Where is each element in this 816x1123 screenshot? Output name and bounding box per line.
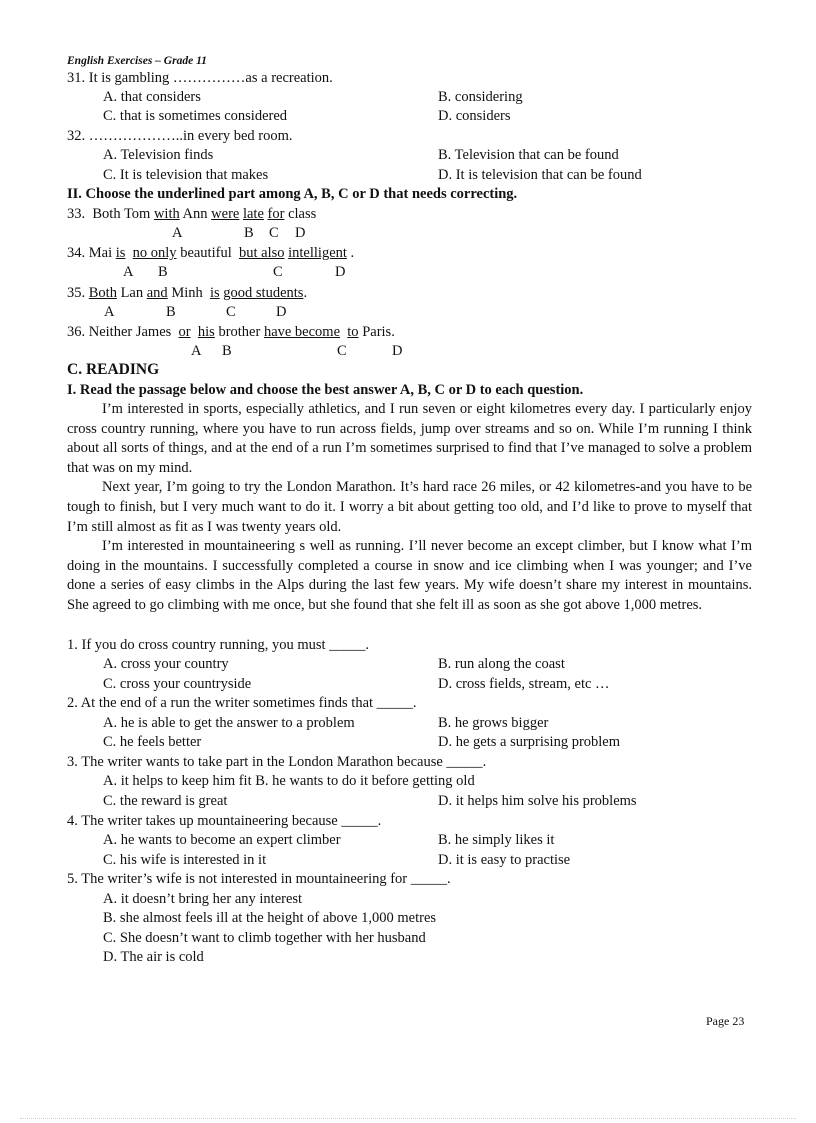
q32-option-c: C. It is television that makes (103, 167, 269, 183)
rq1-option-b: B. run along the coast (438, 656, 565, 672)
q34-label-c: C (273, 264, 283, 280)
q31-stem: 31. It is gambling ……………as a recreation. (67, 70, 333, 86)
q36-label-c: C (337, 343, 347, 359)
q33-text: Ann (182, 206, 208, 222)
q35-sentence (67, 284, 307, 302)
q35-label-c: C (226, 304, 236, 320)
rq1-option-d: D. cross fields, stream, etc … (438, 676, 610, 692)
q36-underlined-d: to (347, 324, 359, 340)
q34-underlined-c: but also (238, 245, 285, 261)
rq3-option-ab: A. it helps to keep him fit B. he wants to do it before getting old (103, 773, 475, 789)
rq5-option-b: B. she almost feels ill at the height of above 1,000 metres (103, 910, 437, 926)
q33-number: 33. (67, 206, 86, 222)
reading-instructions: I. Read the passage below and choose the best answer A, B, C or D to each question. (67, 382, 584, 398)
q31-option-b: B. considering (438, 89, 523, 105)
q31-option-a: A. that considers (103, 89, 201, 105)
q34-label-d: D (335, 264, 346, 280)
q34-underlined-d: intelligent (288, 245, 347, 261)
page-bottom-rule (20, 1118, 796, 1119)
q36-label-b: B (222, 343, 232, 359)
rq5-option-a: A. it doesn’t bring her any interest (103, 891, 303, 907)
q31-option-d: D. considers (438, 108, 511, 124)
q34-sentence (67, 244, 354, 262)
q35-number: 35. (67, 285, 86, 301)
q36-sentence (67, 323, 395, 341)
rq5-option-c: C. She doesn’t want to climb together with her husband (103, 930, 426, 946)
passage-paragraph-3: I’m interested in mountaineering s well as running. I’ll never become an except climber, but I know what I’m doing in the mountains. I successfully completed a course in snow and ice climbing when I was younger; and I’ve done a series of easy climbs in the Alps during the last few years. My wife doesn’t share my interest in mountains. She agreed to go climbing with me once, but she found that she felt ill as soon as she got above 1,000 metres. (67, 538, 752, 613)
q36-number: 36. Neither James (67, 324, 172, 340)
rq2-option-a: A. he is able to get the answer to a problem (103, 715, 355, 731)
q35-text: Minh (171, 285, 203, 301)
q34-underlined-a: is (115, 245, 126, 261)
q32-stem: 32. ………………..in every bed room. (67, 128, 293, 144)
running-header: English Exercises – Grade 11 (67, 55, 207, 67)
rq4-stem: 4. The writer takes up mountaineering because _____. (67, 813, 382, 829)
q36-underlined-a: or (178, 324, 191, 340)
q36-text: Paris. (362, 324, 395, 340)
q35-underlined-b: and (146, 285, 168, 301)
rq2-stem: 2. At the end of a run the writer sometimes finds that _____. (67, 695, 417, 711)
q35-text: Lan (120, 285, 144, 301)
rq2-option-c: C. he feels better (103, 734, 202, 750)
q31-option-c: C. that is sometimes considered (103, 108, 288, 124)
q34-label-b: B (158, 264, 168, 280)
rq5-option-d: D. The air is cold (103, 949, 204, 965)
q34-underlined-b: no only (132, 245, 177, 261)
passage-paragraph-2: Next year, I’m going to try the London Marathon. It’s hard race 26 miles, or 42 kilometres-and you have to be tough to finish, but I very much want to do it. I worry a bit about getting too old, and I’d like to prove to myself that I’m still almost as fit as I was twenty years old. (67, 479, 752, 535)
q33-label-b: B (244, 225, 254, 241)
page-number: Page 23 (706, 1014, 745, 1028)
rq1-option-c: C. cross your countryside (103, 676, 252, 692)
q33-label-c: C (269, 225, 279, 241)
q36-label-d: D (392, 343, 403, 359)
q32-option-a: A. Television finds (103, 147, 214, 163)
q34-text: beautiful (180, 245, 232, 261)
q32-option-b: B. Television that can be found (438, 147, 619, 163)
q33-underlined-b: were (211, 206, 240, 222)
q33-text: Both Tom (92, 206, 151, 222)
passage-paragraph-1: I’m interested in sports, especially athletics, and I run seven or eight kilometres every day. I particularly enjoy cross country running, where you have to run across fields, jump over streams and so on. While I’m running I think about all sorts of things, and at the end of a run I’m sometimes surprised to find that I’ve managed to solve a problem that was on my mind. (67, 401, 752, 476)
q33-underlined-c: late (242, 206, 264, 222)
q36-text: brother (218, 324, 261, 340)
q33-sentence (67, 205, 316, 223)
rq3-option-c: C. the reward is great (103, 793, 228, 809)
q32-option-d: D. It is television that can be found (438, 167, 642, 183)
rq4-option-a: A. he wants to become an expert climber (103, 832, 341, 848)
q33-text: class (288, 206, 317, 222)
q36-label-a: A (191, 343, 202, 359)
q35-label-d: D (276, 304, 287, 320)
q35-label-b: B (166, 304, 176, 320)
rq1-stem: 1. If you do cross country running, you must _____. (67, 637, 370, 653)
reading-passage (67, 400, 752, 616)
q34-label-a: A (123, 264, 134, 280)
q34-number: 34. Mai (67, 245, 113, 261)
rq5-stem: 5. The writer’s wife is not interested in mountaineering for _____. (67, 871, 451, 887)
rq4-option-d: D. it is easy to practise (438, 852, 571, 868)
q35-underlined-a: Both (88, 285, 117, 301)
rq2-option-d: D. he gets a surprising problem (438, 734, 621, 750)
rq4-option-c: C. his wife is interested in it (103, 852, 267, 868)
rq3-option-d: D. it helps him solve his problems (438, 793, 637, 809)
rq2-option-b: B. he grows bigger (438, 715, 549, 731)
rq1-option-a: A. cross your country (103, 656, 229, 672)
q33-label-d: D (295, 225, 306, 241)
q35-period: . (303, 285, 308, 301)
q35-underlined-c: is (209, 285, 220, 301)
q36-underlined-b: his (197, 324, 215, 340)
q34-period: . (350, 245, 355, 261)
q33-underlined-a: with (153, 206, 180, 222)
q35-underlined-d: good students (223, 285, 304, 301)
section-reading-title: C. READING (67, 361, 160, 378)
q33-label-a: A (172, 225, 183, 241)
q33-underlined-d: for (267, 206, 285, 222)
rq4-option-b: B. he simply likes it (438, 832, 555, 848)
rq3-stem: 3. The writer wants to take part in the London Marathon because _____. (67, 754, 487, 770)
q36-underlined-c: have become (263, 324, 341, 340)
section-2-title: II. Choose the underlined part among A, B, C or D that needs correcting. (67, 186, 518, 202)
q35-label-a: A (104, 304, 115, 320)
